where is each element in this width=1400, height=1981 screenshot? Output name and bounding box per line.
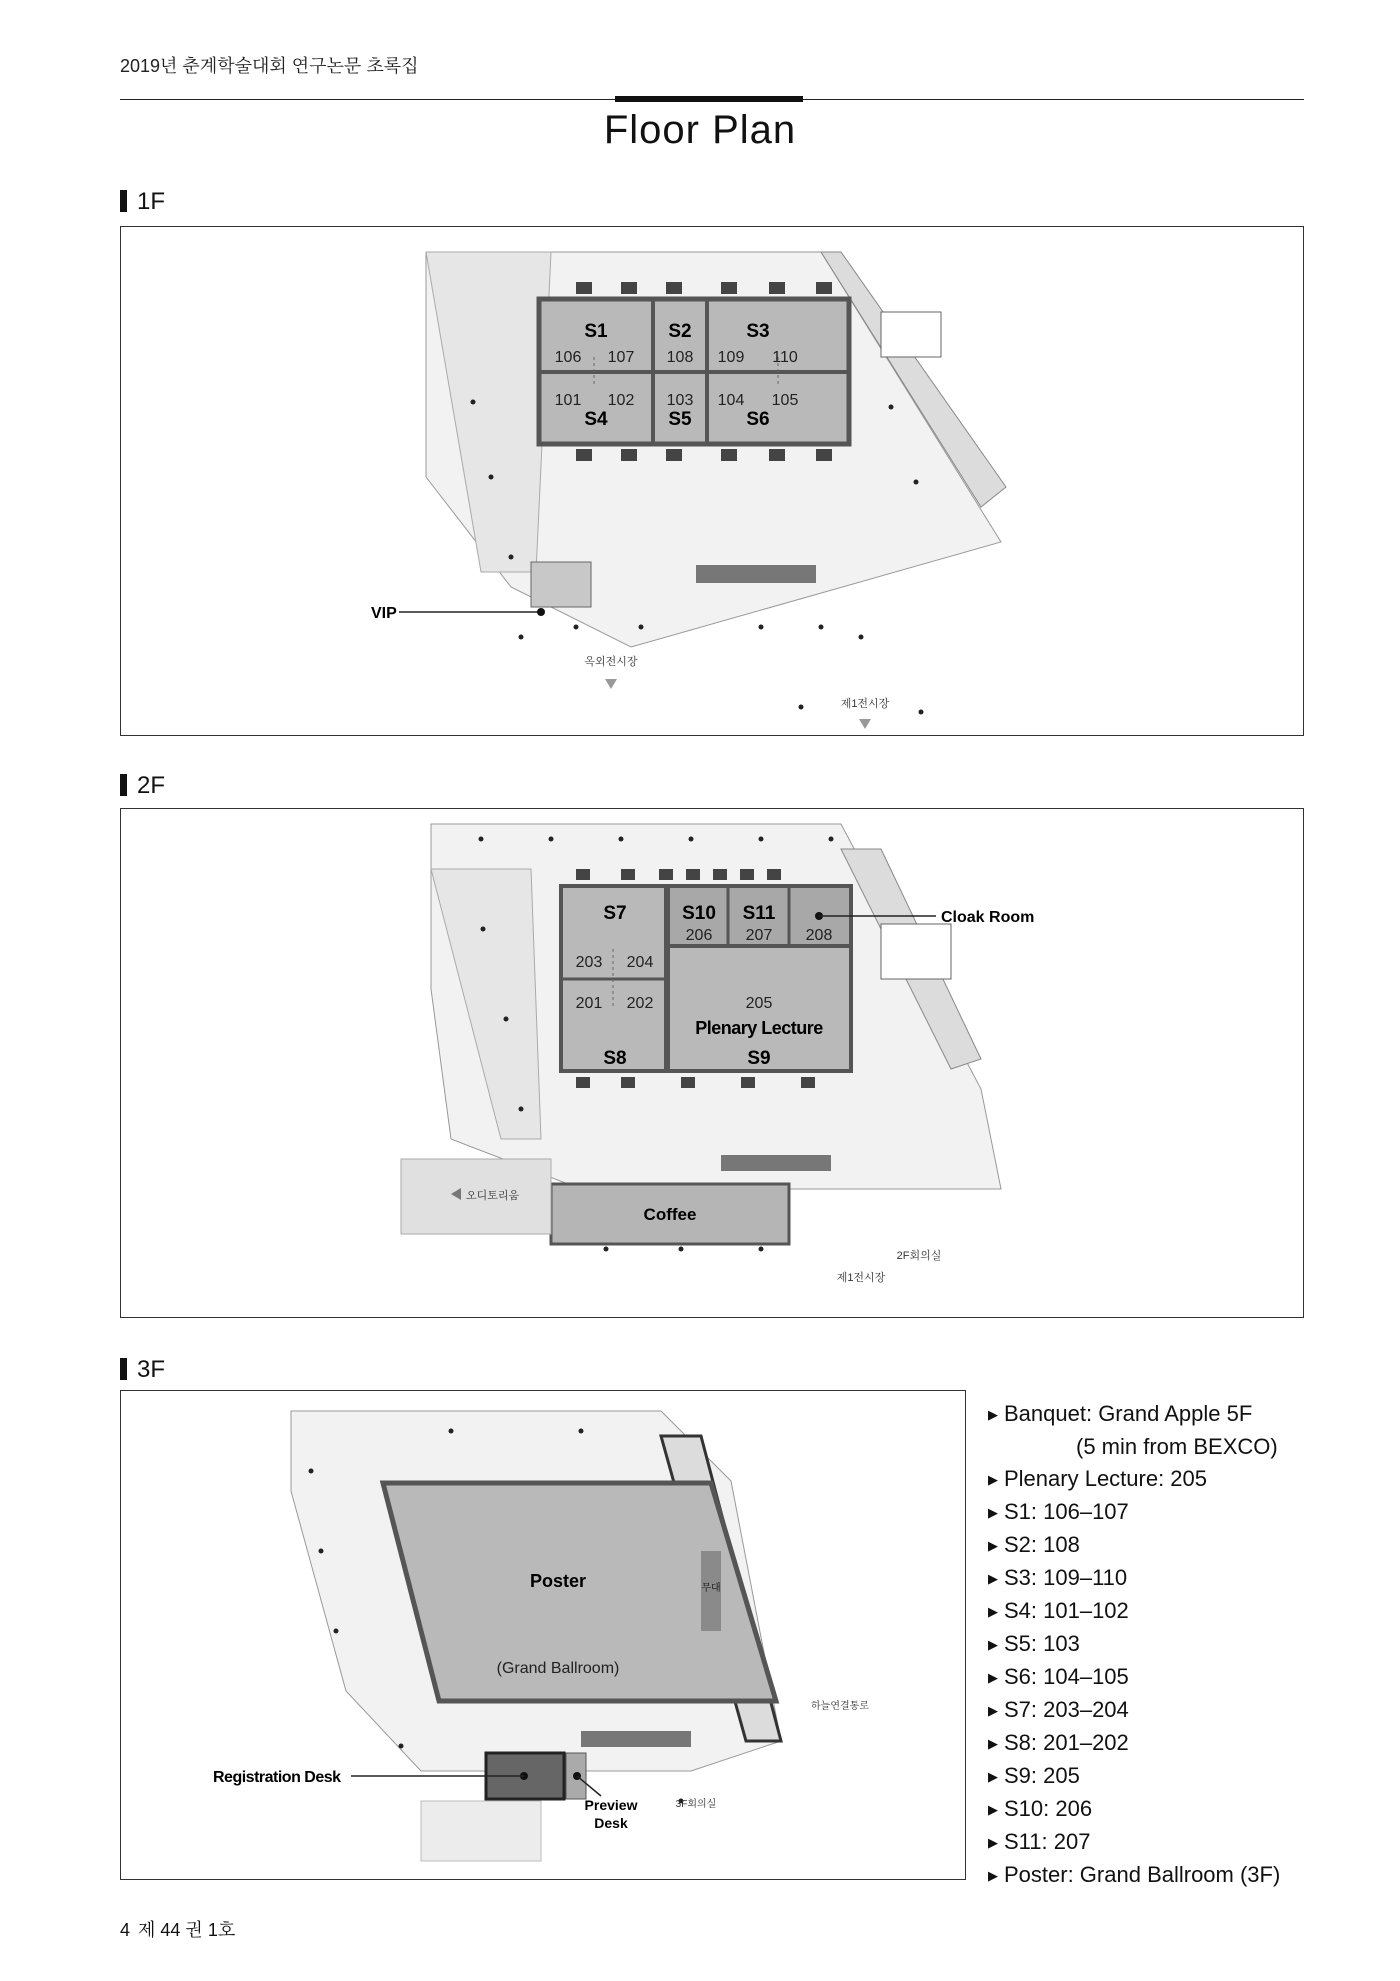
room-number: 108 xyxy=(666,349,694,366)
floor-3f-drawing xyxy=(121,1391,967,1881)
bullet-triangle-icon: ▶ xyxy=(988,1769,998,1784)
section-marker xyxy=(120,190,127,212)
room-number: 101 xyxy=(554,392,582,409)
legend-item-s9: ▶ S9: 205 xyxy=(988,1763,1080,1788)
legend-item-plenary: ▶ Plenary Lecture: 205 xyxy=(988,1466,1208,1491)
preview-desk-callout-line2: Desk xyxy=(594,1815,628,1831)
east-room xyxy=(881,312,941,357)
room-s1: S1 xyxy=(584,321,608,342)
room-number: 206 xyxy=(685,927,713,944)
room-s2: S2 xyxy=(668,321,692,342)
page-footer xyxy=(120,1916,243,1942)
floor-2f-plan xyxy=(120,808,1304,1318)
vip-room xyxy=(531,562,591,607)
room-s10: S10 xyxy=(682,903,716,924)
room-number: 204 xyxy=(626,954,654,971)
floor-3f-plan xyxy=(120,1390,966,1880)
conf-sign-2f: 2F회의실 xyxy=(896,1250,942,1262)
room-number: 205 xyxy=(745,995,773,1012)
room-s5: S5 xyxy=(668,409,692,430)
room-number: 203 xyxy=(575,954,603,971)
escalator-3f xyxy=(581,1731,691,1747)
legend-item-s5: ▶ S5: 103 xyxy=(988,1631,1080,1656)
room-number: 110 xyxy=(772,349,798,366)
section-marker xyxy=(120,1358,127,1380)
outdoor-sign: 옥외전시장 xyxy=(584,656,638,668)
page-title: Floor Plan xyxy=(603,108,797,152)
room-number: 207 xyxy=(745,927,773,944)
preview-desk-callout-line1: Preview xyxy=(584,1797,638,1813)
legend-item-s4: ▶ S4: 101–102 xyxy=(988,1598,1129,1623)
legend-item-s10: ▶ S10: 206 xyxy=(988,1796,1093,1821)
cloak-room-callout: Cloak Room xyxy=(941,909,1035,926)
lobby-3f xyxy=(421,1801,541,1861)
room-number: 103 xyxy=(666,392,694,409)
legend-item-s7: ▶ S7: 203–204 xyxy=(988,1697,1129,1722)
room-number: 107 xyxy=(607,349,635,366)
bullet-triangle-icon: ▶ xyxy=(988,1637,998,1652)
east-room xyxy=(881,924,951,979)
floor-2f-drawing xyxy=(121,809,1305,1319)
hall1-sign-2f: 제1전시장 xyxy=(836,1272,886,1284)
legend-item-s11: ▶ S11: 207 xyxy=(988,1829,1091,1854)
legend-item-poster: ▶ Poster: Grand Ballroom (3F) xyxy=(988,1862,1281,1887)
section-1f-label: 1F xyxy=(137,188,166,215)
legend-item-s6: ▶ S6: 104–105 xyxy=(988,1664,1129,1689)
volume-issue: 제 44 권 1호 xyxy=(138,1920,236,1940)
stage-sign: 무대 xyxy=(701,1583,721,1594)
conf-sign-3f: 3F회의실 xyxy=(675,1799,717,1810)
registration-desk-callout: Registration Desk xyxy=(213,1769,341,1786)
room-s9: S9 xyxy=(747,1048,771,1069)
bullet-triangle-icon: ▶ xyxy=(988,1868,998,1883)
plenary-lecture-label: Plenary Lecture xyxy=(695,1018,823,1038)
room-s11: S11 xyxy=(742,903,776,924)
legend-item-banquet: ▶ Banquet: Grand Apple 5F xyxy=(988,1401,1253,1426)
vip-callout: VIP xyxy=(371,605,397,622)
bullet-triangle-icon: ▶ xyxy=(988,1538,998,1553)
auditorium-sign: 오디토리움 xyxy=(466,1190,520,1202)
connection-sign: 하늘연결통로 xyxy=(811,1701,869,1712)
room-number: 202 xyxy=(626,995,654,1012)
room-s8: S8 xyxy=(603,1048,627,1069)
room-number: 106 xyxy=(554,349,582,366)
bullet-triangle-icon: ▶ xyxy=(988,1571,998,1586)
floor-1f-drawing xyxy=(121,227,1305,737)
room-number: 105 xyxy=(771,392,799,409)
session-legend xyxy=(988,1398,1280,1892)
bullet-triangle-icon: ▶ xyxy=(988,1604,998,1619)
coffee-label: Coffee xyxy=(643,1205,697,1224)
legend-item-s3: ▶ S3: 109–110 xyxy=(988,1565,1128,1590)
legend-item-s1: ▶ S1: 106–107 xyxy=(988,1499,1129,1524)
grand-ballroom-label: (Grand Ballroom) xyxy=(496,1660,620,1677)
room-number: 208 xyxy=(805,927,833,944)
section-2f-label: 2F xyxy=(137,772,166,799)
section-3f-label: 3F xyxy=(137,1356,166,1383)
room-number: 201 xyxy=(575,995,603,1012)
legend-item-banquet-note: (5 min from BEXCO) xyxy=(1076,1434,1278,1459)
bullet-triangle-icon: ▶ xyxy=(988,1407,998,1422)
legend-item-s8: ▶ S8: 201–202 xyxy=(988,1730,1129,1755)
bullet-triangle-icon: ▶ xyxy=(988,1670,998,1685)
room-s4: S4 xyxy=(584,409,608,430)
bullet-triangle-icon: ▶ xyxy=(988,1703,998,1718)
header-accent-bar xyxy=(615,96,803,102)
section-1f-heading xyxy=(120,188,165,216)
section-3f-heading xyxy=(120,1356,165,1384)
room-number: 104 xyxy=(717,392,745,409)
room-s3: S3 xyxy=(746,321,770,342)
bullet-triangle-icon: ▶ xyxy=(988,1736,998,1751)
room-number: 102 xyxy=(607,392,635,409)
escalator-1f xyxy=(696,565,816,583)
bullet-triangle-icon: ▶ xyxy=(988,1505,998,1520)
room-s7: S7 xyxy=(603,903,627,924)
floor-1f-plan xyxy=(120,226,1304,736)
poster-label: Poster xyxy=(529,1571,587,1591)
room-number: 109 xyxy=(717,349,745,366)
section-2f-heading xyxy=(120,772,165,800)
room-s6: S6 xyxy=(746,409,770,430)
legend-item-s2: ▶ S2: 108 xyxy=(988,1532,1080,1557)
escalator-2f xyxy=(721,1155,831,1171)
running-header: 2019년 춘계학술대회 연구논문 초록집 xyxy=(120,56,419,76)
bullet-triangle-icon: ▶ xyxy=(988,1802,998,1817)
bullet-triangle-icon: ▶ xyxy=(988,1472,998,1487)
section-marker xyxy=(120,774,127,796)
page-number: 4 xyxy=(120,1920,131,1940)
bullet-triangle-icon: ▶ xyxy=(988,1835,998,1850)
hall1-sign-1f: 제1전시장 xyxy=(840,698,890,710)
